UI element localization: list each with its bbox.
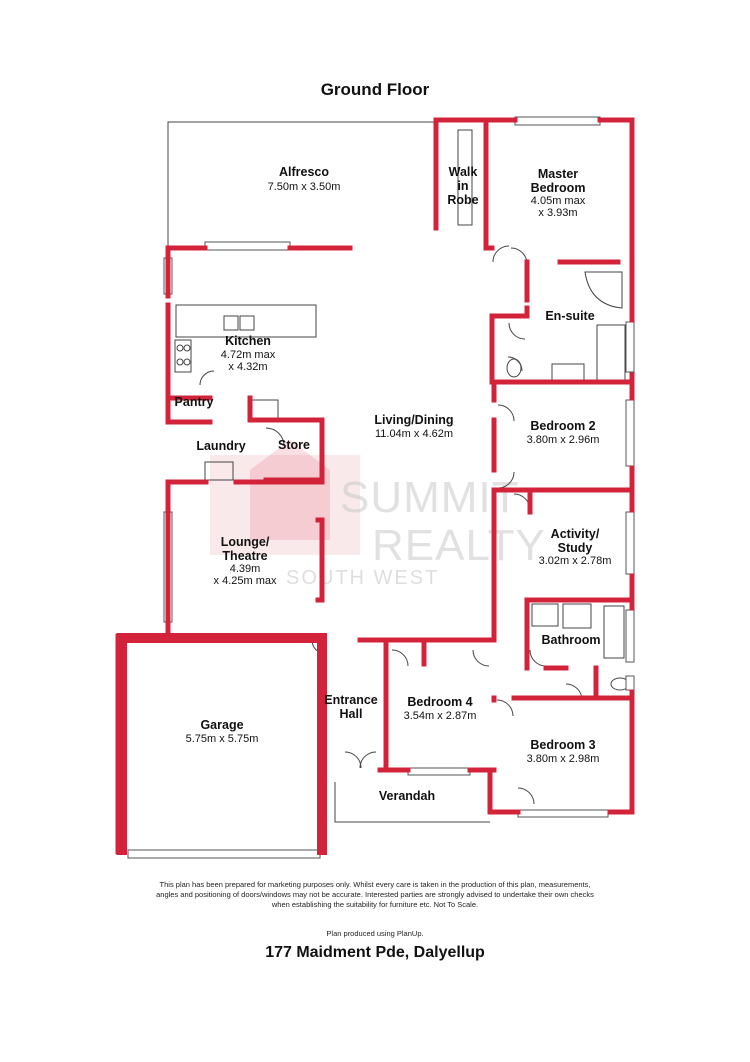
- en-suite-label: En-suite: [545, 309, 595, 323]
- kitchen-label: Kitchen: [225, 334, 271, 348]
- alfresco-dims: 7.50m x 3.50m: [267, 181, 341, 193]
- watermark-line2: REALTY: [372, 521, 546, 570]
- laundry-label: Laundry: [196, 439, 246, 453]
- bedroom-2-label: Bedroom 2: [530, 419, 596, 433]
- bedroom-4-dims: 3.54m x 2.87m: [403, 710, 477, 722]
- garage-label: Garage: [200, 718, 244, 732]
- entrance-hall-label-2: Hall: [339, 707, 363, 721]
- walk-in-robe-label-3: Robe: [447, 193, 479, 207]
- watermark-line1: SUMMIT: [340, 473, 520, 522]
- lounge-theatre-label-2: Theatre: [222, 549, 268, 563]
- disclaimer-text: This plan has been prepared for marketing purposes only. Whilst every care is taken in the production of this plan, measurements, angles and positioning of doors/windows may not be accurate. Interested parties are strongly advised to undertake their own checks when establishing the suitability for furniture etc. Not To Scale.: [156, 880, 594, 909]
- watermark-line3: SOUTH WEST: [286, 567, 440, 589]
- garage-dims: 5.75m x 5.75m: [185, 733, 259, 745]
- lounge-theatre-label-1: Lounge/: [220, 535, 270, 549]
- activity-study-label-1: Activity/: [550, 527, 600, 541]
- bedroom-3-label: Bedroom 3: [530, 738, 596, 752]
- walk-in-robe-label-2: in: [457, 179, 469, 193]
- verandah-label: Verandah: [378, 789, 436, 803]
- bedroom-2-dims: 3.80m x 2.96m: [526, 434, 600, 446]
- bathroom-label: Bathroom: [541, 633, 601, 647]
- lounge-theatre-dims-2: x 4.25m max: [213, 575, 277, 587]
- master-bedroom-label-2: Bedroom: [530, 181, 586, 195]
- living-dining-dims: 11.04m x 4.62m: [374, 428, 454, 440]
- master-bedroom-dims-1: 4.05m max: [530, 195, 586, 207]
- activity-study-dims: 3.02m x 2.78m: [538, 555, 612, 567]
- plan-title: Ground Floor: [320, 80, 430, 99]
- entrance-hall-label-1: Entrance: [324, 693, 378, 707]
- activity-study-label-2: Study: [557, 541, 593, 555]
- master-bedroom-dims-2: x 3.93m: [538, 207, 578, 219]
- walk-in-robe-label-1: Walk: [448, 165, 478, 179]
- bedroom-4-label: Bedroom 4: [407, 695, 473, 709]
- kitchen-dims-1: 4.72m max: [220, 349, 276, 361]
- lounge-theatre-dims-1: 4.39m: [229, 563, 261, 575]
- living-dining-label: Living/Dining: [374, 413, 454, 427]
- pantry-label: Pantry: [174, 395, 214, 409]
- produced-by-text: Plan produced using PlanUp.: [326, 929, 424, 938]
- kitchen-dims-2: x 4.32m: [228, 361, 268, 373]
- store-label: Store: [278, 438, 310, 452]
- property-address: 177 Maidment Pde, Dalyellup: [265, 944, 485, 961]
- master-bedroom-label-1: Master: [537, 167, 579, 181]
- bedroom-3-dims: 3.80m x 2.98m: [526, 753, 600, 765]
- alfresco-label: Alfresco: [278, 165, 330, 179]
